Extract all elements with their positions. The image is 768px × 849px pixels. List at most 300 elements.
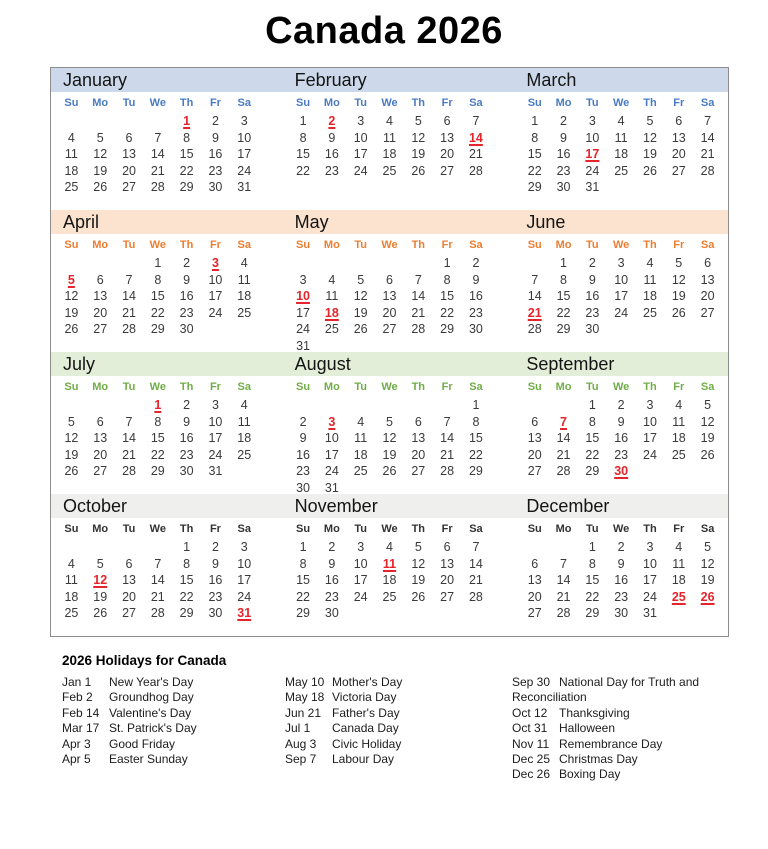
week-row (520, 255, 722, 272)
date-cell: 20 (93, 305, 108, 320)
weekday-label: Su (64, 523, 79, 535)
weekday-header-row (289, 520, 491, 539)
holiday-entry-name: Halloween (559, 721, 616, 736)
calendar-page (0, 10, 768, 783)
week-row (520, 130, 722, 147)
date-cell: 31 (237, 180, 252, 194)
date-cell: 5 (96, 130, 104, 145)
date-cell: 4 (357, 414, 365, 429)
date-cell: 12 (700, 556, 715, 571)
date-cell: 3 (211, 398, 219, 412)
date-cell: 30 (324, 606, 339, 620)
weekday-header-row (520, 94, 722, 113)
date-cell: 27 (700, 305, 715, 320)
weekday-label: Tu (122, 97, 136, 109)
month-november (289, 518, 491, 622)
date-cell: 8 (588, 414, 596, 429)
date-cell: 14 (556, 573, 571, 587)
date-cell (86, 539, 115, 556)
week-row (57, 321, 259, 338)
date-cell: 9 (617, 556, 625, 571)
date-cell: 2 (472, 256, 480, 270)
date-cell: 6 (704, 256, 712, 270)
week-row (520, 414, 722, 431)
date-cell: 29 (150, 322, 165, 336)
date-cell: 20 (527, 447, 542, 462)
date-cell: 28 (468, 163, 483, 178)
date-cell (86, 255, 115, 272)
weekday-label: Mo (555, 97, 572, 109)
week-row (57, 572, 259, 589)
date-cell: 26 (671, 305, 686, 320)
date-cell (549, 539, 578, 556)
weekday-label: We (149, 97, 166, 109)
date-cell: 24 (643, 589, 657, 604)
date-cell: 18 (237, 431, 252, 445)
weekday-label: Fr (209, 381, 221, 393)
date-cell: 23 (324, 163, 339, 178)
date-cell: 16 (208, 147, 223, 161)
weekday-label: We (381, 239, 398, 251)
date-cell: 13 (122, 573, 136, 587)
week-row (57, 288, 259, 305)
date-cell (636, 321, 665, 338)
holiday-date-cell: 12 (93, 573, 108, 587)
date-cell: 8 (472, 414, 480, 429)
holiday-column (285, 675, 512, 783)
date-cell (375, 255, 404, 272)
weekday-label: Tu (354, 97, 367, 109)
weekday-label: Su (527, 97, 542, 109)
date-cell: 2 (183, 256, 191, 270)
date-cell: 14 (122, 431, 136, 445)
date-cell: 25 (324, 322, 339, 336)
holiday-entry-name: St. Patrick's Day (109, 721, 197, 736)
holiday-entry-date: Sep 30 (512, 675, 551, 689)
month-name-november: November (294, 496, 378, 516)
weekday-label: Sa (700, 239, 715, 251)
calendar-grid (50, 67, 729, 637)
date-cell (86, 113, 115, 130)
date-cell: 28 (556, 464, 571, 478)
date-cell: 16 (208, 573, 223, 587)
holiday-date-cell: 2 (328, 114, 336, 128)
holiday-entry-date: Dec 25 (512, 752, 551, 767)
month-may (289, 234, 491, 354)
holiday-entry-name: Boxing Day (559, 767, 621, 782)
date-cell: 11 (237, 272, 251, 287)
date-cell: 13 (440, 556, 455, 571)
date-cell: 31 (585, 180, 600, 194)
date-cell: 1 (183, 540, 191, 554)
date-cell: 4 (328, 272, 336, 287)
week-row (57, 272, 259, 289)
date-cell: 24 (208, 447, 223, 462)
date-cell: 26 (64, 464, 79, 478)
date-cell: 10 (208, 414, 223, 429)
date-cell: 15 (296, 147, 310, 161)
weekday-label: Tu (586, 239, 599, 251)
date-cell: 21 (411, 305, 426, 320)
date-cell: 12 (671, 272, 686, 287)
date-cell: 10 (324, 431, 339, 445)
week-row (289, 288, 491, 305)
date-cell (375, 397, 404, 414)
date-cell: 6 (96, 414, 104, 429)
date-cell: 15 (179, 147, 194, 161)
date-cell (346, 397, 375, 414)
date-cell (607, 179, 636, 196)
holiday-column (512, 675, 747, 783)
week-row (57, 163, 259, 180)
date-cell: 10 (643, 556, 657, 571)
date-cell: 25 (382, 163, 397, 178)
date-cell: 4 (240, 256, 248, 270)
date-cell: 30 (585, 322, 600, 336)
weekday-label: Sa (469, 381, 483, 393)
week-row (520, 605, 722, 622)
date-cell: 26 (643, 163, 657, 178)
date-cell: 2 (328, 540, 336, 554)
week-row (57, 430, 259, 447)
date-cell: 16 (614, 431, 629, 445)
date-cell: 24 (643, 447, 657, 462)
holiday-date-cell: 25 (671, 589, 686, 604)
weekday-label: Sa (700, 523, 715, 535)
date-cell (57, 539, 86, 556)
month-name-july: July (63, 354, 96, 374)
date-cell: 16 (324, 573, 339, 587)
weekday-label: Su (296, 239, 311, 251)
month-september (520, 376, 722, 496)
date-cell: 14 (527, 289, 542, 303)
week-row (289, 463, 491, 480)
date-cell: 28 (440, 464, 455, 478)
date-cell: 6 (386, 272, 393, 287)
date-cell: 24 (208, 305, 223, 320)
weekday-label: Tu (586, 97, 599, 109)
date-cell: 27 (411, 464, 426, 478)
holiday-entry (62, 690, 285, 705)
week-row (289, 305, 491, 322)
weekday-label: Th (643, 239, 657, 251)
holiday-date-cell: 18 (324, 305, 339, 320)
date-cell: 19 (353, 305, 368, 320)
date-cell: 2 (588, 256, 596, 270)
date-cell: 12 (353, 289, 368, 303)
date-cell: 3 (646, 540, 654, 554)
holiday-entry-date: Nov 11 (512, 736, 550, 751)
weekday-label: We (613, 239, 630, 251)
weekday-label: Mo (92, 523, 109, 535)
date-cell: 14 (150, 573, 165, 587)
date-cell: 19 (671, 289, 686, 303)
week-row (57, 414, 259, 431)
week-row (57, 447, 259, 464)
date-cell: 9 (211, 556, 219, 571)
weekday-label: Su (527, 523, 542, 535)
holiday-entry-name: Easter Sunday (109, 752, 188, 767)
date-cell: 20 (93, 447, 108, 462)
date-cell: 27 (527, 606, 542, 620)
week-row (289, 397, 491, 414)
date-cell: 1 (531, 114, 539, 128)
weekday-label: Fr (441, 239, 453, 251)
date-cell: 9 (211, 130, 219, 145)
date-cell: 20 (440, 573, 455, 587)
date-cell: 2 (560, 114, 567, 128)
date-cell: 8 (443, 272, 451, 287)
date-cell: 13 (122, 147, 136, 161)
holiday-entry (62, 675, 285, 690)
date-cell: 21 (700, 147, 715, 161)
holiday-entry-name: Groundhog Day (109, 690, 194, 705)
date-cell: 19 (700, 573, 715, 587)
weekday-label: Mo (555, 381, 572, 393)
date-cell (289, 397, 318, 414)
date-cell: 8 (299, 130, 307, 145)
date-cell (404, 255, 433, 272)
date-cell: 31 (324, 480, 339, 495)
week-row (289, 321, 491, 338)
month-name-august: August (294, 354, 351, 374)
date-cell: 17 (237, 573, 252, 587)
date-cell: 23 (614, 589, 629, 604)
quarter-section (51, 210, 728, 352)
holiday-entry-name: Valentine's Day (109, 705, 192, 720)
weekday-label: Mo (555, 523, 572, 535)
holiday-entry-name: Victoria Day (332, 690, 397, 705)
weekday-label: Fr (441, 381, 453, 393)
week-row (289, 572, 491, 589)
month-june (520, 234, 722, 354)
holiday-date-cell: 10 (296, 289, 310, 303)
date-cell: 27 (527, 464, 542, 478)
week-row (289, 130, 491, 147)
date-cell: 11 (672, 414, 686, 429)
holiday-entry-name: Good Friday (109, 736, 176, 751)
weekday-label: Th (643, 523, 657, 535)
date-cell: 18 (353, 447, 368, 462)
weekday-header-row (57, 94, 259, 113)
date-cell (693, 605, 722, 622)
weekday-label: Tu (122, 239, 136, 251)
week-row (520, 397, 722, 414)
weekday-header-row (520, 378, 722, 397)
date-cell: 6 (414, 414, 422, 429)
date-cell: 5 (414, 540, 422, 554)
date-cell: 3 (588, 114, 596, 128)
date-cell: 26 (411, 163, 426, 178)
date-cell: 4 (675, 398, 683, 412)
holiday-entry (512, 706, 747, 721)
date-cell: 27 (382, 322, 397, 336)
date-cell: 9 (617, 414, 625, 429)
date-cell: 9 (560, 130, 567, 145)
date-cell: 22 (585, 447, 600, 462)
holiday-entry-name: Canada Day (332, 721, 399, 736)
date-cell: 21 (440, 447, 455, 462)
date-cell: 23 (324, 589, 339, 604)
week-row (57, 113, 259, 130)
month-name-october: October (63, 496, 128, 516)
date-cell: 13 (382, 289, 397, 303)
month-name-may: May (294, 212, 329, 232)
date-cell: 7 (125, 414, 133, 429)
date-cell (317, 255, 346, 272)
date-cell: 5 (96, 556, 104, 571)
date-cell: 7 (531, 272, 539, 287)
date-cell: 7 (560, 556, 567, 571)
date-cell: 18 (671, 431, 686, 445)
date-cell: 28 (150, 606, 165, 620)
holiday-column (62, 675, 285, 783)
holiday-list-section (62, 653, 768, 783)
week-row (57, 463, 259, 480)
date-cell: 7 (154, 130, 162, 145)
date-cell: 3 (357, 114, 365, 128)
date-cell: 8 (588, 556, 596, 571)
date-cell (462, 605, 491, 622)
date-cell: 7 (443, 414, 451, 429)
date-cell (664, 321, 693, 338)
date-cell: 27 (93, 322, 108, 336)
date-cell: 24 (353, 589, 368, 604)
holiday-entry (512, 752, 747, 767)
holiday-entry-date: Mar 17 (62, 721, 100, 736)
date-cell: 2 (211, 114, 219, 128)
holiday-entry-name: Civic Holiday (332, 736, 402, 751)
date-cell: 17 (353, 147, 368, 161)
date-cell: 11 (64, 573, 78, 587)
date-cell: 23 (208, 589, 223, 604)
holiday-entry-date: Apr 3 (62, 736, 91, 751)
date-cell: 17 (614, 289, 629, 303)
date-cell (115, 397, 144, 414)
date-cell (664, 463, 693, 480)
date-cell: 18 (382, 573, 397, 587)
weekday-label: Fr (673, 523, 685, 535)
date-cell: 29 (468, 464, 483, 478)
date-cell: 30 (556, 180, 571, 194)
month-april (57, 234, 259, 354)
date-cell: 3 (617, 256, 625, 270)
week-row (289, 539, 491, 556)
date-cell: 25 (382, 589, 397, 604)
weekday-label: Su (64, 239, 79, 251)
quarter-section (51, 494, 728, 636)
date-cell: 29 (296, 606, 310, 620)
weekday-label: Th (179, 239, 194, 251)
date-cell: 2 (211, 540, 219, 554)
date-cell: 21 (150, 163, 165, 178)
holiday-date-cell: 11 (382, 556, 397, 571)
date-cell: 1 (588, 540, 596, 554)
date-cell: 25 (64, 606, 79, 620)
date-cell (520, 255, 549, 272)
date-cell: 28 (556, 606, 571, 620)
holiday-entry-date: Dec 26 (512, 767, 551, 782)
holiday-entry-name: Christmas Day (559, 752, 638, 767)
date-cell: 1 (588, 398, 596, 412)
weekday-header-row (289, 94, 491, 113)
date-cell: 8 (183, 556, 191, 571)
weekday-label: Fr (673, 239, 685, 251)
date-cell: 29 (150, 464, 165, 478)
date-cell: 13 (93, 289, 108, 303)
weekday-label: Tu (122, 381, 136, 393)
date-cell: 6 (531, 414, 539, 429)
date-cell: 10 (353, 556, 368, 571)
week-row (57, 130, 259, 147)
week-row (520, 146, 722, 163)
week-row (520, 447, 722, 464)
date-cell: 12 (411, 556, 426, 571)
date-cell: 22 (527, 163, 542, 178)
date-cell: 30 (296, 480, 310, 495)
date-cell: 1 (154, 256, 162, 270)
date-cell: 19 (93, 589, 108, 604)
date-cell: 5 (704, 398, 712, 412)
week-row (57, 589, 259, 606)
date-cell: 11 (382, 130, 396, 145)
date-cell: 4 (240, 398, 248, 412)
date-cell: 7 (414, 272, 422, 287)
date-cell: 29 (527, 180, 542, 194)
holiday-date-cell: 3 (328, 414, 336, 429)
month-name-june: June (526, 212, 566, 232)
quarter-section (51, 352, 728, 494)
date-cell: 28 (150, 180, 165, 194)
date-cell: 17 (643, 431, 657, 445)
date-cell: 4 (67, 130, 75, 145)
holiday-date-cell: 1 (183, 114, 191, 128)
month-february (289, 92, 491, 196)
holiday-entry-date: Oct 12 (512, 705, 548, 720)
holiday-columns (62, 675, 768, 783)
weekday-label: Mo (323, 523, 340, 535)
date-cell: 6 (96, 272, 104, 287)
holiday-date-cell: 1 (154, 398, 162, 412)
date-cell: 7 (154, 556, 162, 571)
date-cell: 24 (614, 305, 629, 320)
date-cell: 1 (299, 540, 307, 554)
date-cell: 2 (617, 398, 625, 412)
date-cell: 9 (299, 431, 307, 445)
date-cell: 22 (150, 305, 165, 320)
date-cell: 16 (179, 289, 194, 303)
quarter-months (51, 234, 728, 354)
holiday-entry (285, 721, 512, 736)
holiday-entry-date: May 18 (285, 690, 325, 705)
holiday-entry (285, 737, 512, 752)
date-cell: 25 (237, 447, 252, 462)
holiday-entry (285, 752, 512, 767)
weekday-label: Th (179, 381, 194, 393)
date-cell: 21 (150, 589, 165, 604)
weekday-label: Mo (92, 381, 109, 393)
date-cell: 11 (672, 556, 686, 571)
week-row (520, 572, 722, 589)
quarter-months (51, 92, 728, 196)
weekday-label: Th (411, 239, 426, 251)
date-cell: 26 (411, 589, 426, 604)
holiday-date-cell: 7 (560, 414, 567, 429)
date-cell: 16 (296, 447, 310, 462)
date-cell: 19 (382, 447, 397, 462)
date-cell (57, 255, 86, 272)
date-cell: 3 (240, 540, 248, 554)
